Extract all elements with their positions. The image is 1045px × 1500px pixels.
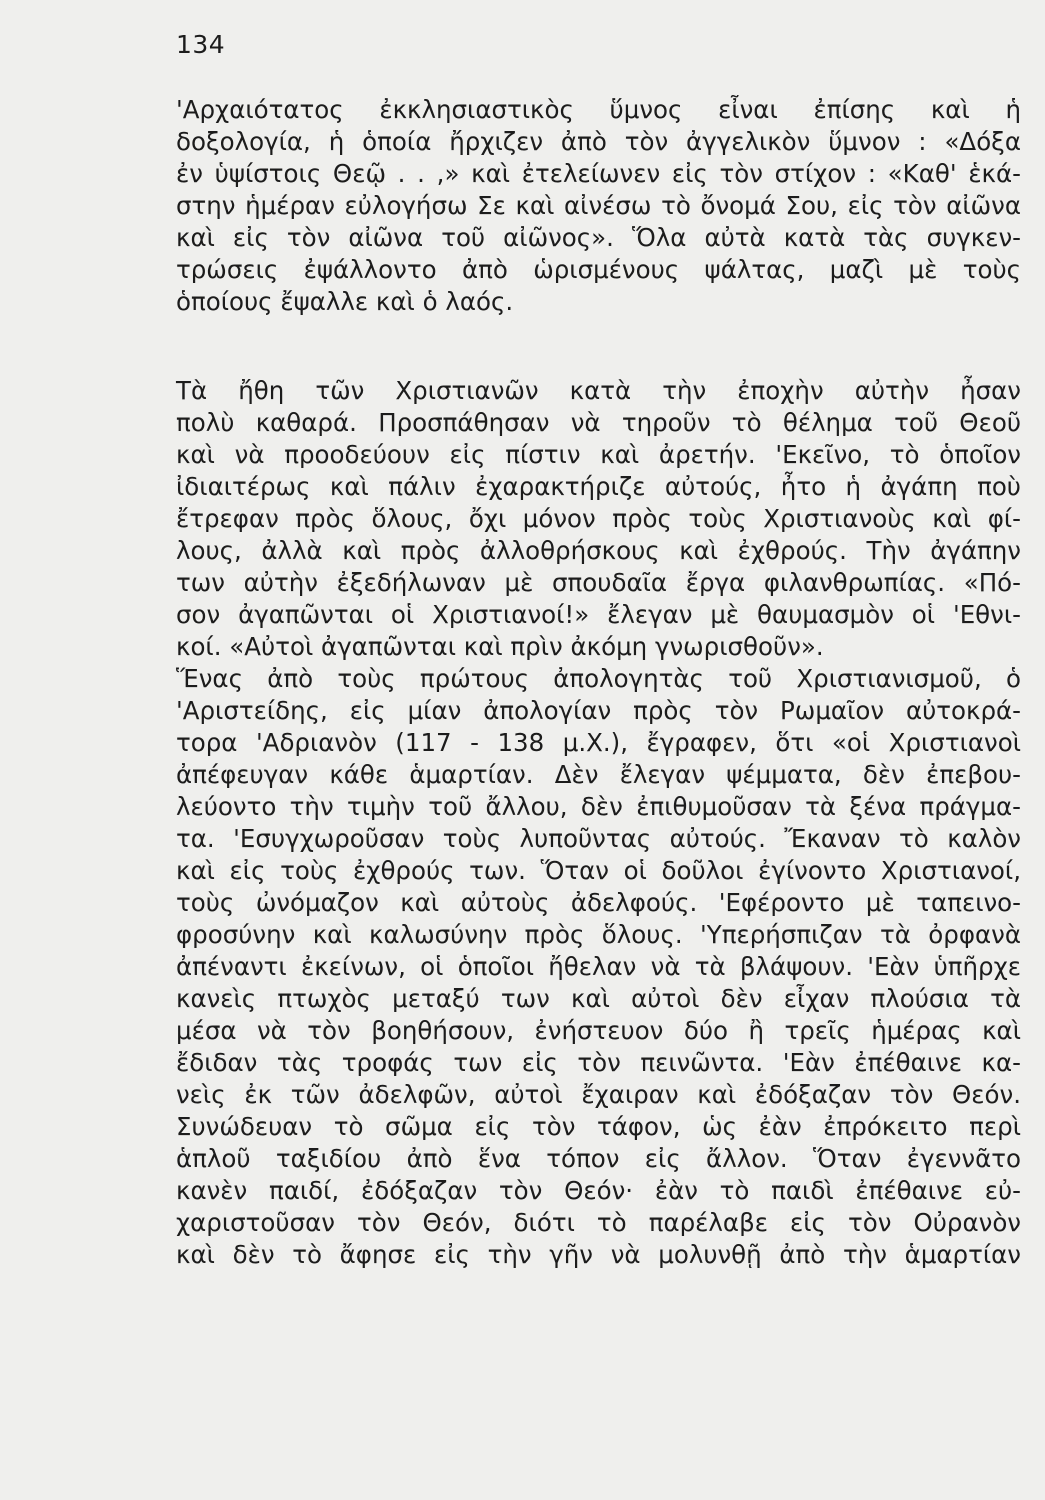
paragraph — [176, 375, 1021, 1271]
text-line: 'Αριστείδης, εἰς μίαν ἀπολογίαν πρὸς τὸν Ρωμαῖον αὐτοκρά- — [176, 696, 1021, 725]
text-line: ἔτρεφαν πρὸς ὅλους, ὄχι μόνον πρὸς τοὺς Χριστιανοὺς καὶ φί- — [176, 504, 1021, 533]
text-line: ἐν ὑψίστοις Θεῷ . . ,» καὶ ἐτελείωνεν εἰς τὸν στίχον : «Καθ' ἑκά- — [176, 159, 1021, 188]
page-number: 134 — [176, 30, 226, 59]
text-line: ἔδιδαν τὰς τροφάς των εἰς τὸν πεινῶντα. 'Εὰν ἐπέθαινε κα- — [176, 1048, 1021, 1077]
text-line: μέσα νὰ τὸν βοηθήσουν, ἐνήστευον δύο ἢ τρεῖς ἡμέρας καὶ — [176, 1016, 1021, 1045]
text-line: κανεὶς πτωχὸς μεταξύ των καὶ αὐτοὶ δὲν εἶχαν πλούσια τὰ — [176, 984, 1021, 1013]
text-line: καὶ νὰ προοδεύουν εἰς πίστιν καὶ ἀρετήν. 'Εκεῖνο, τὸ ὁποῖον — [176, 440, 1021, 469]
text-line: καὶ εἰς τοὺς ἐχθρούς των. Ὅταν οἱ δοῦλοι ἐγίνοντο Χριστιανοί, — [176, 856, 1021, 885]
text-line: τα. 'Εσυγχωροῦσαν τοὺς λυποῦντας αὐτούς. Ἔκαναν τὸ καλὸν — [176, 824, 1021, 853]
text-line: Τὰ ἤθη τῶν Χριστιανῶν κατὰ τὴν ἐποχὴν αὐτὴν ἦσαν — [176, 376, 1021, 405]
text-line: χαριστοῦσαν τὸν Θεόν, διότι τὸ παρέλαβε εἰς τὸν Οὐρανὸν — [176, 1208, 1021, 1237]
text-line: δοξολογία, ἡ ὁποία ἤρχιζεν ἀπὸ τὸν ἀγγελικὸν ὕμνον : «Δόξα — [176, 127, 1021, 156]
text-line: πολὺ καθαρά. Προσπάθησαν νὰ τηροῦν τὸ θέλημα τοῦ Θεοῦ — [176, 408, 1021, 437]
text-line: νεὶς ἐκ τῶν ἀδελφῶν, αὐτοὶ ἔχαιραν καὶ ἐδόξαζαν τὸν Θεόν. — [176, 1080, 1021, 1109]
paragraph — [176, 94, 1021, 318]
text-line: φροσύνην καὶ καλωσύνην πρὸς ὅλους. 'Υπερήσπιζαν τὰ ὀρφανὰ — [176, 920, 1021, 949]
text-line: ὁποίους ἔψαλλε καὶ ὁ λαός. — [176, 287, 514, 316]
text-line: τορα 'Αδριανὸν (117 - 138 μ.Χ.), ἔγραφεν, ὅτι «οἱ Χριστιανοὶ — [176, 728, 1021, 757]
text-line: ἀπέφευγαν κάθε ἁμαρτίαν. Δὲν ἔλεγαν ψέμματα, δὲν ἐπεβου- — [176, 760, 1021, 789]
text-line: των αὐτὴν ἐξεδήλωναν μὲ σπουδαῖα ἔργα φιλανθρωπίας. «Πό- — [176, 568, 1021, 597]
text-line: καὶ δὲν τὸ ἄφησε εἰς τὴν γῆν νὰ μολυνθῇ ἀπὸ τὴν ἁμαρτίαν — [176, 1240, 1021, 1269]
text-line: τρώσεις ἐψάλλοντο ἀπὸ ὡρισμένους ψάλτας, μαζὶ μὲ τοὺς — [176, 255, 1021, 284]
text-line: Ἕνας ἀπὸ τοὺς πρώτους ἀπολογητὰς τοῦ Χριστιανισμοῦ, ὁ — [176, 664, 1021, 693]
text-line: Συνώδευαν τὸ σῶμα εἰς τὸν τάφον, ὡς ἐὰν ἐπρόκειτο περὶ — [176, 1112, 1021, 1141]
text-line: κοί. «Αὐτοὶ ἀγαπῶνται καὶ πρὶν ἀκόμη γνωρισθοῦν». — [176, 632, 824, 661]
text-line: 'Αρχαιότατος ἐκκλησιαστικὸς ὕμνος εἶναι ἐπίσης καὶ ἡ — [176, 95, 1021, 124]
text-line: κανὲν παιδί, ἐδόξαζαν τὸν Θεόν· ἐὰν τὸ παιδὶ ἐπέθαινε εὐ- — [176, 1176, 1021, 1205]
text-line: στην ἡμέραν εὐλογήσω Σε καὶ αἰνέσω τὸ ὄνομά Σου, εἰς τὸν αἰῶνα — [176, 191, 1021, 220]
text-line: ἰδιαιτέρως καὶ πάλιν ἐχαρακτήριζε αὐτούς, ἦτο ἡ ἀγάπη ποὺ — [176, 472, 1021, 501]
text-line: ἀπέναντι ἐκείνων, οἱ ὁποῖοι ἤθελαν νὰ τὰ βλάψουν. 'Εὰν ὑπῆρχε — [176, 952, 1021, 981]
text-line: λεύοντο τὴν τιμὴν τοῦ ἄλλου, δὲν ἐπιθυμοῦσαν τὰ ξένα πράγμα- — [176, 792, 1021, 821]
text-line: σον ἀγαπῶνται οἱ Χριστιανοί!» ἔλεγαν μὲ θαυμασμὸν οἱ 'Εθνι- — [176, 600, 1021, 629]
text-line: ἁπλοῦ ταξιδίου ἀπὸ ἕνα τόπον εἰς ἄλλον. Ὅταν ἐγεννᾶτο — [176, 1144, 1021, 1173]
text-line: τοὺς ὠνόμαζον καὶ αὐτοὺς ἀδελφούς. 'Εφέροντο μὲ ταπεινο- — [176, 888, 1021, 917]
text-line: λους, ἀλλὰ καὶ πρὸς ἀλλοθρήσκους καὶ ἐχθρούς. Τὴν ἀγάπην — [176, 536, 1021, 565]
text-line: καὶ εἰς τὸν αἰῶνα τοῦ αἰῶνος». Ὅλα αὐτὰ κατὰ τὰς συγκεν- — [176, 223, 1021, 252]
